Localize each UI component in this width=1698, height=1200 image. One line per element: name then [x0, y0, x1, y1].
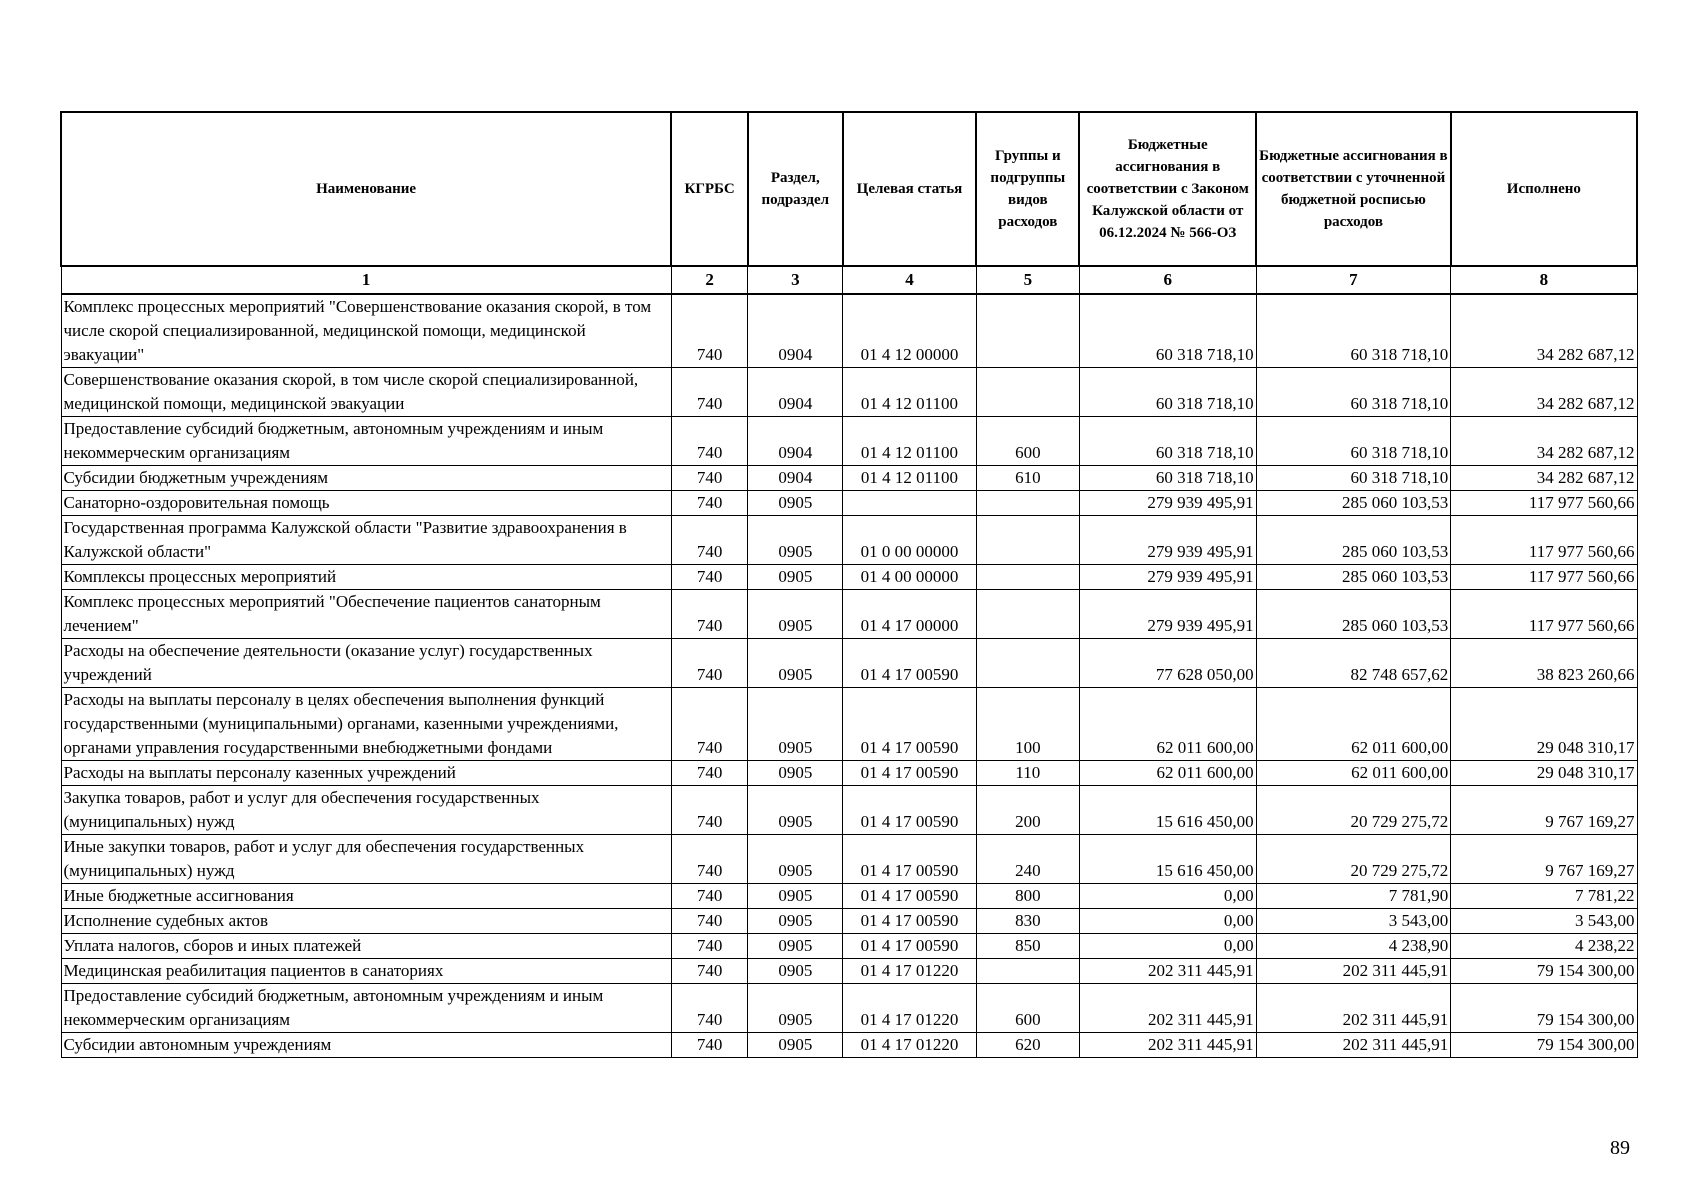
cell-expense-group: 620 [976, 1033, 1079, 1058]
cell-law-allocation: 0,00 [1079, 934, 1256, 959]
cell-kgrbs: 740 [671, 590, 748, 639]
cell-kgrbs: 740 [671, 984, 748, 1033]
page-number: 89 [1610, 1137, 1630, 1159]
cell-refined-allocation: 202 311 445,91 [1256, 984, 1451, 1033]
cell-name: Предоставление субсидий бюджетным, автономным учреждениям и иным некоммерческим организациям [61, 984, 671, 1033]
cell-law-allocation: 15 616 450,00 [1079, 835, 1256, 884]
cell-executed: 29 048 310,17 [1451, 688, 1637, 761]
header-kgrbs: КГРБС [671, 112, 748, 266]
cell-expense-group [976, 959, 1079, 984]
cell-executed: 34 282 687,12 [1451, 368, 1637, 417]
cell-executed: 79 154 300,00 [1451, 984, 1637, 1033]
cell-target-article: 01 4 17 00590 [843, 909, 977, 934]
cell-name: Комплекс процессных мероприятий "Совершенствование оказания скорой, в том числе скорой специализированной, медицинской помощи, медицинской эвакуации" [61, 294, 671, 368]
cell-name: Уплата налогов, сборов и иных платежей [61, 934, 671, 959]
cell-refined-allocation: 60 318 718,10 [1256, 368, 1451, 417]
cell-kgrbs: 740 [671, 516, 748, 565]
cell-target-article: 01 4 17 00590 [843, 934, 977, 959]
cell-target-article: 01 4 17 00590 [843, 761, 977, 786]
cell-refined-allocation: 285 060 103,53 [1256, 491, 1451, 516]
table-row [61, 835, 1637, 884]
cell-refined-allocation: 285 060 103,53 [1256, 565, 1451, 590]
cell-kgrbs: 740 [671, 565, 748, 590]
cell-executed: 79 154 300,00 [1451, 959, 1637, 984]
cell-law-allocation: 279 939 495,91 [1079, 491, 1256, 516]
cell-section: 0904 [748, 417, 843, 466]
cell-name: Субсидии бюджетным учреждениям [61, 466, 671, 491]
cell-target-article: 01 4 12 01100 [843, 417, 977, 466]
table-row [61, 368, 1637, 417]
cell-executed: 7 781,22 [1451, 884, 1637, 909]
cell-refined-allocation: 60 318 718,10 [1256, 466, 1451, 491]
cell-target-article: 01 4 17 00590 [843, 786, 977, 835]
cell-refined-allocation: 285 060 103,53 [1256, 590, 1451, 639]
cell-expense-group: 850 [976, 934, 1079, 959]
table-row [61, 294, 1637, 368]
cell-expense-group [976, 590, 1079, 639]
cell-kgrbs: 740 [671, 934, 748, 959]
cell-law-allocation: 279 939 495,91 [1079, 565, 1256, 590]
cell-target-article: 01 4 17 00590 [843, 639, 977, 688]
cell-law-allocation: 60 318 718,10 [1079, 466, 1256, 491]
cell-kgrbs: 740 [671, 639, 748, 688]
cell-executed: 4 238,22 [1451, 934, 1637, 959]
cell-kgrbs: 740 [671, 1033, 748, 1058]
cell-target-article: 01 4 17 00590 [843, 835, 977, 884]
cell-refined-allocation: 82 748 657,62 [1256, 639, 1451, 688]
cell-name: Государственная программа Калужской области "Развитие здравоохранения в Калужской области" [61, 516, 671, 565]
header-name: Наименование [61, 112, 671, 266]
cell-target-article: 01 4 12 01100 [843, 368, 977, 417]
column-number-row [61, 266, 1637, 294]
cell-section: 0904 [748, 466, 843, 491]
cell-expense-group: 240 [976, 835, 1079, 884]
budget-execution-table [60, 111, 1638, 1058]
cell-law-allocation: 15 616 450,00 [1079, 786, 1256, 835]
cell-target-article: 01 4 00 00000 [843, 565, 977, 590]
cell-law-allocation: 202 311 445,91 [1079, 984, 1256, 1033]
cell-target-article: 01 4 17 01220 [843, 1033, 977, 1058]
cell-name: Комплексы процессных мероприятий [61, 565, 671, 590]
cell-executed: 117 977 560,66 [1451, 516, 1637, 565]
cell-law-allocation: 60 318 718,10 [1079, 417, 1256, 466]
cell-section: 0905 [748, 565, 843, 590]
cell-section: 0905 [748, 984, 843, 1033]
cell-expense-group [976, 491, 1079, 516]
cell-section: 0905 [748, 491, 843, 516]
table-row [61, 491, 1637, 516]
cell-section: 0905 [748, 786, 843, 835]
cell-expense-group [976, 565, 1079, 590]
cell-section: 0905 [748, 934, 843, 959]
cell-expense-group: 600 [976, 417, 1079, 466]
cell-law-allocation: 0,00 [1079, 884, 1256, 909]
cell-kgrbs: 740 [671, 786, 748, 835]
cell-name: Закупка товаров, работ и услуг для обеспечения государственных (муниципальных) нужд [61, 786, 671, 835]
cell-section: 0905 [748, 959, 843, 984]
cell-name: Предоставление субсидий бюджетным, автономным учреждениям и иным некоммерческим организациям [61, 417, 671, 466]
cell-kgrbs: 740 [671, 491, 748, 516]
cell-law-allocation: 0,00 [1079, 909, 1256, 934]
header-target-article: Целевая статья [843, 112, 977, 266]
cell-expense-group: 100 [976, 688, 1079, 761]
header-refined-allocations: Бюджетные ассигнования в соответствии с уточненной бюджетной росписью расходов [1256, 112, 1451, 266]
cell-kgrbs: 740 [671, 909, 748, 934]
cell-law-allocation: 62 011 600,00 [1079, 761, 1256, 786]
table-row [61, 417, 1637, 466]
cell-section: 0905 [748, 590, 843, 639]
cell-section: 0905 [748, 835, 843, 884]
cell-law-allocation: 62 011 600,00 [1079, 688, 1256, 761]
cell-expense-group: 830 [976, 909, 1079, 934]
cell-executed: 9 767 169,27 [1451, 835, 1637, 884]
cell-expense-group [976, 294, 1079, 368]
table-row [61, 639, 1637, 688]
cell-law-allocation: 279 939 495,91 [1079, 516, 1256, 565]
cell-refined-allocation: 4 238,90 [1256, 934, 1451, 959]
column-number: 5 [976, 266, 1079, 294]
cell-executed: 29 048 310,17 [1451, 761, 1637, 786]
cell-expense-group: 200 [976, 786, 1079, 835]
column-number: 2 [671, 266, 748, 294]
cell-name: Иные закупки товаров, работ и услуг для обеспечения государственных (муниципальных) нужд [61, 835, 671, 884]
cell-target-article [843, 491, 977, 516]
cell-kgrbs: 740 [671, 368, 748, 417]
cell-kgrbs: 740 [671, 417, 748, 466]
cell-section: 0905 [748, 1033, 843, 1058]
column-number: 4 [843, 266, 977, 294]
table-row [61, 786, 1637, 835]
table-row [61, 884, 1637, 909]
cell-refined-allocation: 20 729 275,72 [1256, 835, 1451, 884]
table-row [61, 516, 1637, 565]
cell-name: Субсидии автономным учреждениям [61, 1033, 671, 1058]
cell-kgrbs: 740 [671, 959, 748, 984]
cell-target-article: 01 4 17 01220 [843, 959, 977, 984]
cell-law-allocation: 60 318 718,10 [1079, 368, 1256, 417]
table-row [61, 909, 1637, 934]
cell-section: 0905 [748, 516, 843, 565]
table-row [61, 466, 1637, 491]
header-row [61, 112, 1637, 266]
cell-law-allocation: 60 318 718,10 [1079, 294, 1256, 368]
cell-refined-allocation: 3 543,00 [1256, 909, 1451, 934]
cell-kgrbs: 740 [671, 688, 748, 761]
table-body [61, 294, 1637, 1058]
cell-executed: 34 282 687,12 [1451, 466, 1637, 491]
cell-section: 0905 [748, 909, 843, 934]
cell-executed: 117 977 560,66 [1451, 491, 1637, 516]
cell-expense-group: 600 [976, 984, 1079, 1033]
cell-name: Совершенствование оказания скорой, в том числе скорой специализированной, медицинской помощи, медицинской эвакуации [61, 368, 671, 417]
header-expense-groups: Группы и подгруппы видов расходов [976, 112, 1079, 266]
cell-expense-group [976, 516, 1079, 565]
cell-refined-allocation: 202 311 445,91 [1256, 1033, 1451, 1058]
cell-law-allocation: 279 939 495,91 [1079, 590, 1256, 639]
header-law-allocations: Бюджетные ассигнования в соответствии с Законом Калужской области от 06.12.2024 № 566-ОЗ [1079, 112, 1256, 266]
cell-refined-allocation: 62 011 600,00 [1256, 688, 1451, 761]
cell-section: 0904 [748, 368, 843, 417]
cell-target-article: 01 0 00 00000 [843, 516, 977, 565]
cell-law-allocation: 77 628 050,00 [1079, 639, 1256, 688]
cell-expense-group [976, 639, 1079, 688]
cell-kgrbs: 740 [671, 835, 748, 884]
cell-executed: 34 282 687,12 [1451, 294, 1637, 368]
cell-expense-group: 110 [976, 761, 1079, 786]
cell-executed: 79 154 300,00 [1451, 1033, 1637, 1058]
cell-refined-allocation: 60 318 718,10 [1256, 417, 1451, 466]
column-number: 8 [1451, 266, 1637, 294]
cell-refined-allocation: 202 311 445,91 [1256, 959, 1451, 984]
cell-section: 0905 [748, 688, 843, 761]
cell-executed: 117 977 560,66 [1451, 590, 1637, 639]
cell-refined-allocation: 7 781,90 [1256, 884, 1451, 909]
cell-section: 0905 [748, 639, 843, 688]
cell-section: 0904 [748, 294, 843, 368]
cell-target-article: 01 4 12 01100 [843, 466, 977, 491]
cell-executed: 34 282 687,12 [1451, 417, 1637, 466]
cell-executed: 117 977 560,66 [1451, 565, 1637, 590]
cell-section: 0905 [748, 884, 843, 909]
cell-name: Комплекс процессных мероприятий "Обеспечение пациентов санаторным лечением" [61, 590, 671, 639]
cell-kgrbs: 740 [671, 466, 748, 491]
table-row [61, 934, 1637, 959]
table-row [61, 1033, 1637, 1058]
header-executed: Исполнено [1451, 112, 1637, 266]
cell-target-article: 01 4 17 00590 [843, 688, 977, 761]
table-row [61, 688, 1637, 761]
cell-expense-group: 610 [976, 466, 1079, 491]
cell-name: Расходы на выплаты персоналу казенных учреждений [61, 761, 671, 786]
cell-refined-allocation: 285 060 103,53 [1256, 516, 1451, 565]
cell-refined-allocation: 62 011 600,00 [1256, 761, 1451, 786]
cell-law-allocation: 202 311 445,91 [1079, 959, 1256, 984]
cell-target-article: 01 4 17 01220 [843, 984, 977, 1033]
column-number: 1 [61, 266, 671, 294]
cell-name: Медицинская реабилитация пациентов в санаториях [61, 959, 671, 984]
cell-executed: 3 543,00 [1451, 909, 1637, 934]
cell-target-article: 01 4 12 00000 [843, 294, 977, 368]
cell-name: Иные бюджетные ассигнования [61, 884, 671, 909]
cell-target-article: 01 4 17 00590 [843, 884, 977, 909]
cell-law-allocation: 202 311 445,91 [1079, 1033, 1256, 1058]
column-number: 6 [1079, 266, 1256, 294]
cell-target-article: 01 4 17 00000 [843, 590, 977, 639]
cell-name: Санаторно-оздоровительная помощь [61, 491, 671, 516]
column-number: 7 [1256, 266, 1451, 294]
cell-expense-group [976, 368, 1079, 417]
cell-name: Исполнение судебных актов [61, 909, 671, 934]
table-row [61, 984, 1637, 1033]
cell-kgrbs: 740 [671, 884, 748, 909]
cell-name: Расходы на обеспечение деятельности (оказание услуг) государственных учреждений [61, 639, 671, 688]
cell-executed: 9 767 169,27 [1451, 786, 1637, 835]
cell-refined-allocation: 20 729 275,72 [1256, 786, 1451, 835]
table-row [61, 590, 1637, 639]
cell-name: Расходы на выплаты персоналу в целях обеспечения выполнения функций государственными (муниципальными) органами, казенными учреждениями, органами управления государственными внебюджетными фондами [61, 688, 671, 761]
column-number: 3 [748, 266, 843, 294]
cell-executed: 38 823 260,66 [1451, 639, 1637, 688]
table-row [61, 761, 1637, 786]
cell-expense-group: 800 [976, 884, 1079, 909]
cell-refined-allocation: 60 318 718,10 [1256, 294, 1451, 368]
cell-kgrbs: 740 [671, 761, 748, 786]
table-row [61, 565, 1637, 590]
cell-section: 0905 [748, 761, 843, 786]
cell-kgrbs: 740 [671, 294, 748, 368]
header-section: Раздел, подраздел [748, 112, 843, 266]
table-row [61, 959, 1637, 984]
